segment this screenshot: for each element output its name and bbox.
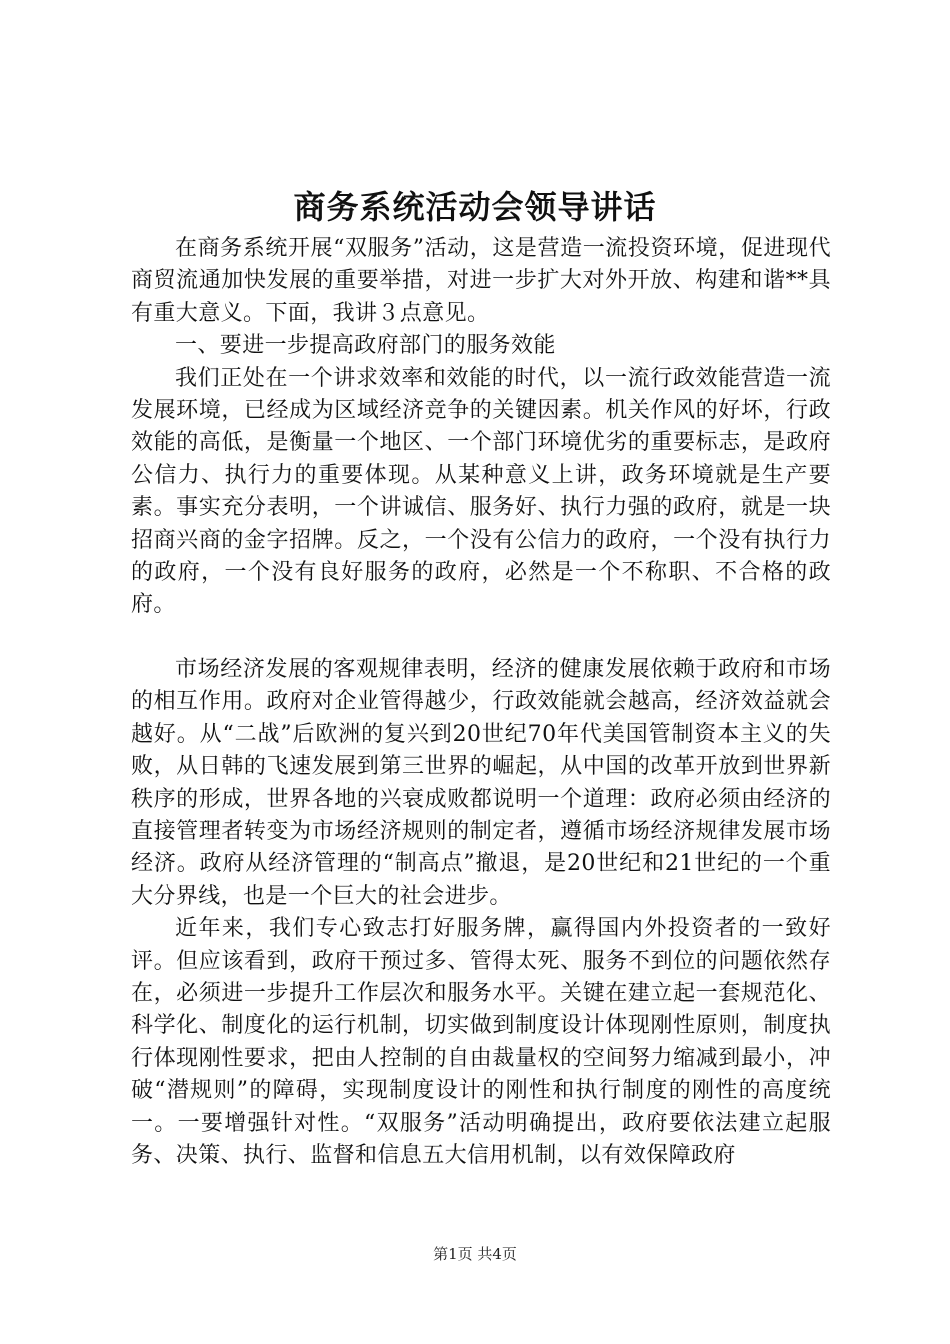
- document-body: [131, 233, 831, 1172]
- body-paragraph-2: 市场经济发展的客观规律表明，经济的健康发展依赖于政府和市场的相互作用。政府对企业管得越少，行政效能就会越高，经济效益就会越好。从“二战”后欧洲的复兴到20世纪70年代美国管制资本主义的失败，从日韩的飞速发展到第三世界的崛起，从中国的改革开放到世界新秩序的形成，世界各地的兴衰成败都说明一个道理：政府必须由经济的直接管理者转变为市场经济规则的制定者，遵循市场经济规律发展市场经济。政府从经济管理的“制高点”撤退，是20世纪和21世纪的一个重大分界线，也是一个巨大的社会进步。: [131, 656, 831, 909]
- page-footer: 第1页 共4页: [433, 1245, 517, 1263]
- document-title: 商务系统活动会领导讲话: [293, 188, 657, 226]
- body-paragraph-1: 我们正处在一个讲求效率和效能的时代，以一流行政效能营造一流发展环境，已经成为区域经济竞争的关键因素。机关作风的好坏，行政效能的高低，是衡量一个地区、一个部门环境优劣的重要标志，是政府公信力、执行力的重要体现。从某种意义上讲，政务环境就是生产要素。事实充分表明，一个讲诚信、服务好、执行力强的政府，就是一块招商兴商的金字招牌。反之，一个没有公信力的政府，一个没有执行力的政府，一个没有良好服务的政府，必然是一个不称职、不合格的政府。: [131, 365, 831, 618]
- section-heading-1: 一、要进一步提高政府部门的服务效能: [175, 333, 556, 359]
- intro-paragraph: 在商务系统开展“双服务”活动，这是营造一流投资环境，促进现代商贸流通加快发展的重要举措，对进一步扩大对外开放、构建和谐**具有重大意义。下面，我讲３点意见。: [131, 236, 831, 326]
- body-paragraph-3: 近年来，我们专心致志打好服务牌，赢得国内外投资者的一致好评。但应该看到，政府干预过多、管得太死、服务不到位的问题依然存在，必须进一步提升工作层次和服务水平。关键在建立起一套规范化、科学化、制度化的运行机制，切实做到制度设计体现刚性原则，制度执行体现刚性要求，把由人控制的自由裁量权的空间努力缩减到最小，冲破“潜规则”的障碍，实现制度设计的刚性和执行制度的刚性的高度统一。一要增强针对性。“双服务”活动明确提出，政府要依法建立起服务、决策、执行、监督和信息五大信用机制，以有效保障政府: [131, 916, 831, 1168]
